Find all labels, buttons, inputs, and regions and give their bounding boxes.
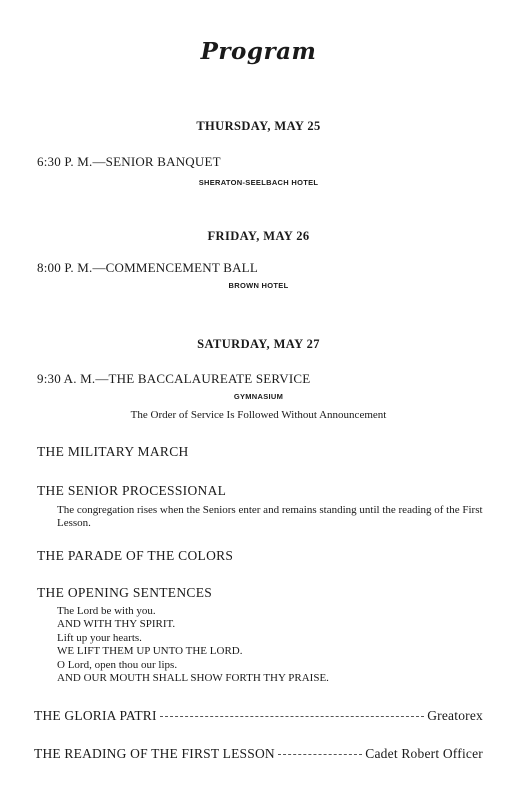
day-heading-thursday: THURSDAY, MAY 25 (196, 119, 321, 133)
dotted-leader (160, 716, 425, 717)
heading-opening-sentences: THE OPENING SENTENCES (37, 585, 213, 600)
opening-line-5: O Lord, open thou our lips. (57, 659, 178, 671)
heading-military-march: THE MILITARY MARCH (37, 444, 189, 459)
page-title: Program (200, 38, 317, 65)
event-baccalaureate: 9:30 A. M.—THE BACCALAUREATE SERVICE (37, 371, 311, 386)
heading-parade-of-colors: THE PARADE OF THE COLORS (37, 548, 234, 563)
opening-line-6: AND OUR MOUTH SHALL SHOW FORTH THY PRAISE. (57, 672, 329, 684)
venue-thursday: SHERATON-SEELBACH HOTEL (198, 178, 319, 187)
first-lesson-label: THE READING OF THE FIRST LESSON (34, 746, 275, 761)
gloria-patri-label: THE GLORIA PATRI (34, 708, 157, 723)
first-lesson-row (34, 746, 483, 762)
order-of-service-note: The Order of Service Is Followed Without Announcement (130, 409, 387, 421)
event-commencement-ball: 8:00 P. M.—COMMENCEMENT BALL (37, 260, 258, 275)
opening-line-3: Lift up your hearts. (57, 632, 142, 644)
first-lesson-credit: Cadet Robert Officer (365, 746, 483, 761)
gloria-patri-row (34, 708, 483, 724)
day-heading-friday: FRIDAY, MAY 26 (207, 229, 310, 243)
event-senior-banquet: 6:30 P. M.—SENIOR BANQUET (37, 154, 221, 169)
venue-saturday: GYMNASIUM (233, 392, 284, 401)
heading-senior-processional: THE SENIOR PROCESSIONAL (37, 483, 227, 498)
processional-text: The congregation rises when the Seniors enter and remains standing until the reading of the First Lesson. (57, 504, 483, 529)
opening-line-4: WE LIFT THEM UP UNTO THE LORD. (57, 645, 243, 657)
venue-friday: BROWN HOTEL (228, 281, 289, 290)
gloria-patri-credit: Greatorex (427, 708, 483, 723)
dotted-leader (278, 754, 362, 755)
day-heading-saturday: SATURDAY, MAY 27 (197, 337, 320, 351)
opening-line-2: AND WITH THY SPIRIT. (57, 618, 176, 630)
opening-line-1: The Lord be with you. (57, 605, 156, 617)
